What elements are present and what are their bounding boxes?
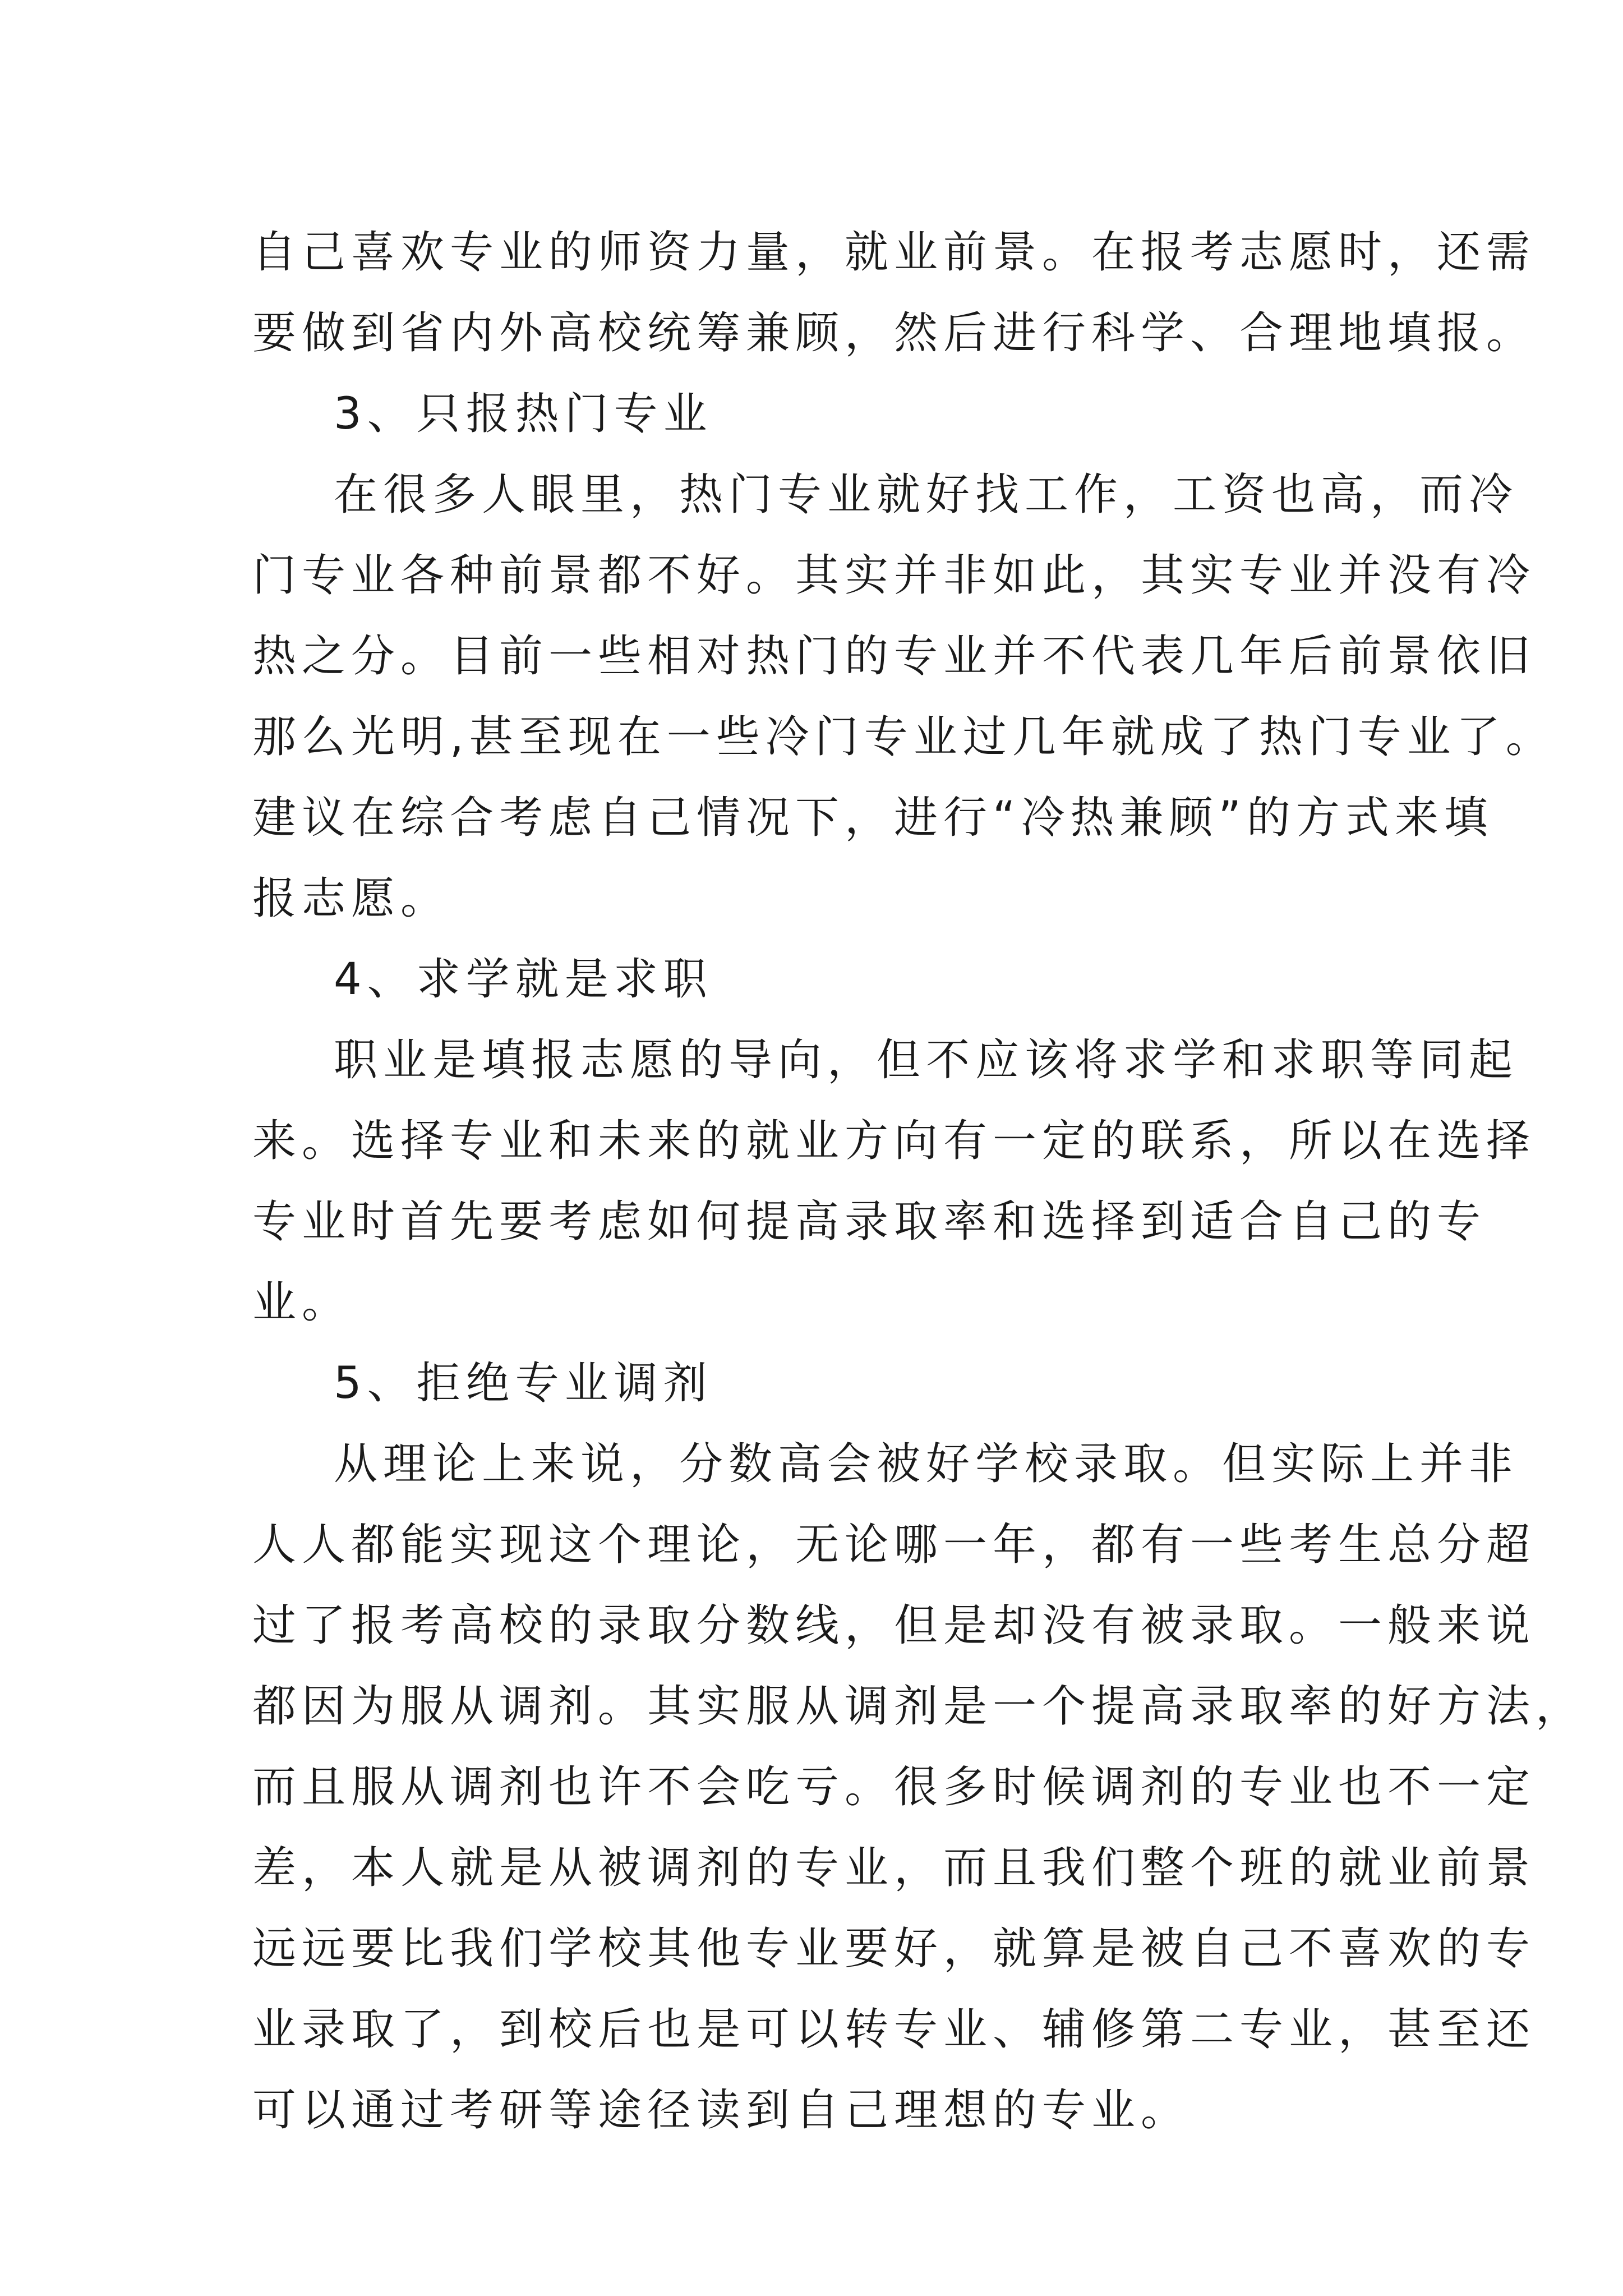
document-body <box>252 212 1585 2151</box>
document-line: 3、只报热门专业 <box>334 389 713 439</box>
document-line: 业。 <box>252 1277 352 1328</box>
document-line: 职业是填报志愿的导向，但不应该将求学和求职等同起 <box>334 1035 1519 1085</box>
document-line: 要做到省内外高校统筹兼顾，然后进行科学、合理地填报。 <box>252 308 1536 358</box>
document-line: 自己喜欢专业的师资力量，就业前景。在报考志愿时，还需 <box>252 227 1536 278</box>
document-line: 过了报考高校的录取分数线，但是却没有被录取。一般来说 <box>252 1600 1536 1651</box>
document-line: 报志愿。 <box>252 873 450 924</box>
document-line: 建议在综合考虑自己情况下，进行“冷热兼顾”的方式来填 <box>252 793 1493 843</box>
document-line: 都因为服从调剂。其实服从调剂是一个提高录取率的好方法， <box>252 1681 1585 1732</box>
document-line: 从理论上来说，分数高会被好学校录取。但实际上并非 <box>334 1439 1519 1489</box>
document-line: 在很多人眼里，热门专业就好找工作，工资也高，而冷 <box>334 470 1519 520</box>
document-line: 5、拒绝专业调剂 <box>334 1358 713 1409</box>
document-line: 业录取了，到校后也是可以转专业、辅修第二专业，甚至还 <box>252 2004 1536 2055</box>
document-line: 可以通过考研等途径读到自己理想的专业。 <box>252 2085 1191 2136</box>
document-line: 远远要比我们学校其他专业要好，就算是被自己不喜欢的专 <box>252 1924 1536 1974</box>
document-line: 4、求学就是求职 <box>334 954 713 1005</box>
document-line: 专业时首先要考虑如何提高录取率和选择到适合自己的专 <box>252 1197 1487 1247</box>
document-line: 差，本人就是从被调剂的专业，而且我们整个班的就业前景 <box>252 1843 1536 1893</box>
document-line: 人人都能实现这个理论，无论哪一年，都有一些考生总分超 <box>252 1520 1536 1570</box>
document-line: 而且服从调剂也许不会吃亏。很多时候调剂的专业也不一定 <box>252 1762 1536 1812</box>
document-line: 门专业各种前景都不好。其实并非如此，其实专业并没有冷 <box>252 550 1536 601</box>
document-line: 来。选择专业和未来的就业方向有一定的联系，所以在选择 <box>252 1116 1536 1166</box>
document-line: 那么光明,甚至现在一些冷门专业过几年就成了热门专业了。 <box>252 712 1555 762</box>
document-line: 热之分。目前一些相对热门的专业并不代表几年后前景依旧 <box>252 631 1536 682</box>
